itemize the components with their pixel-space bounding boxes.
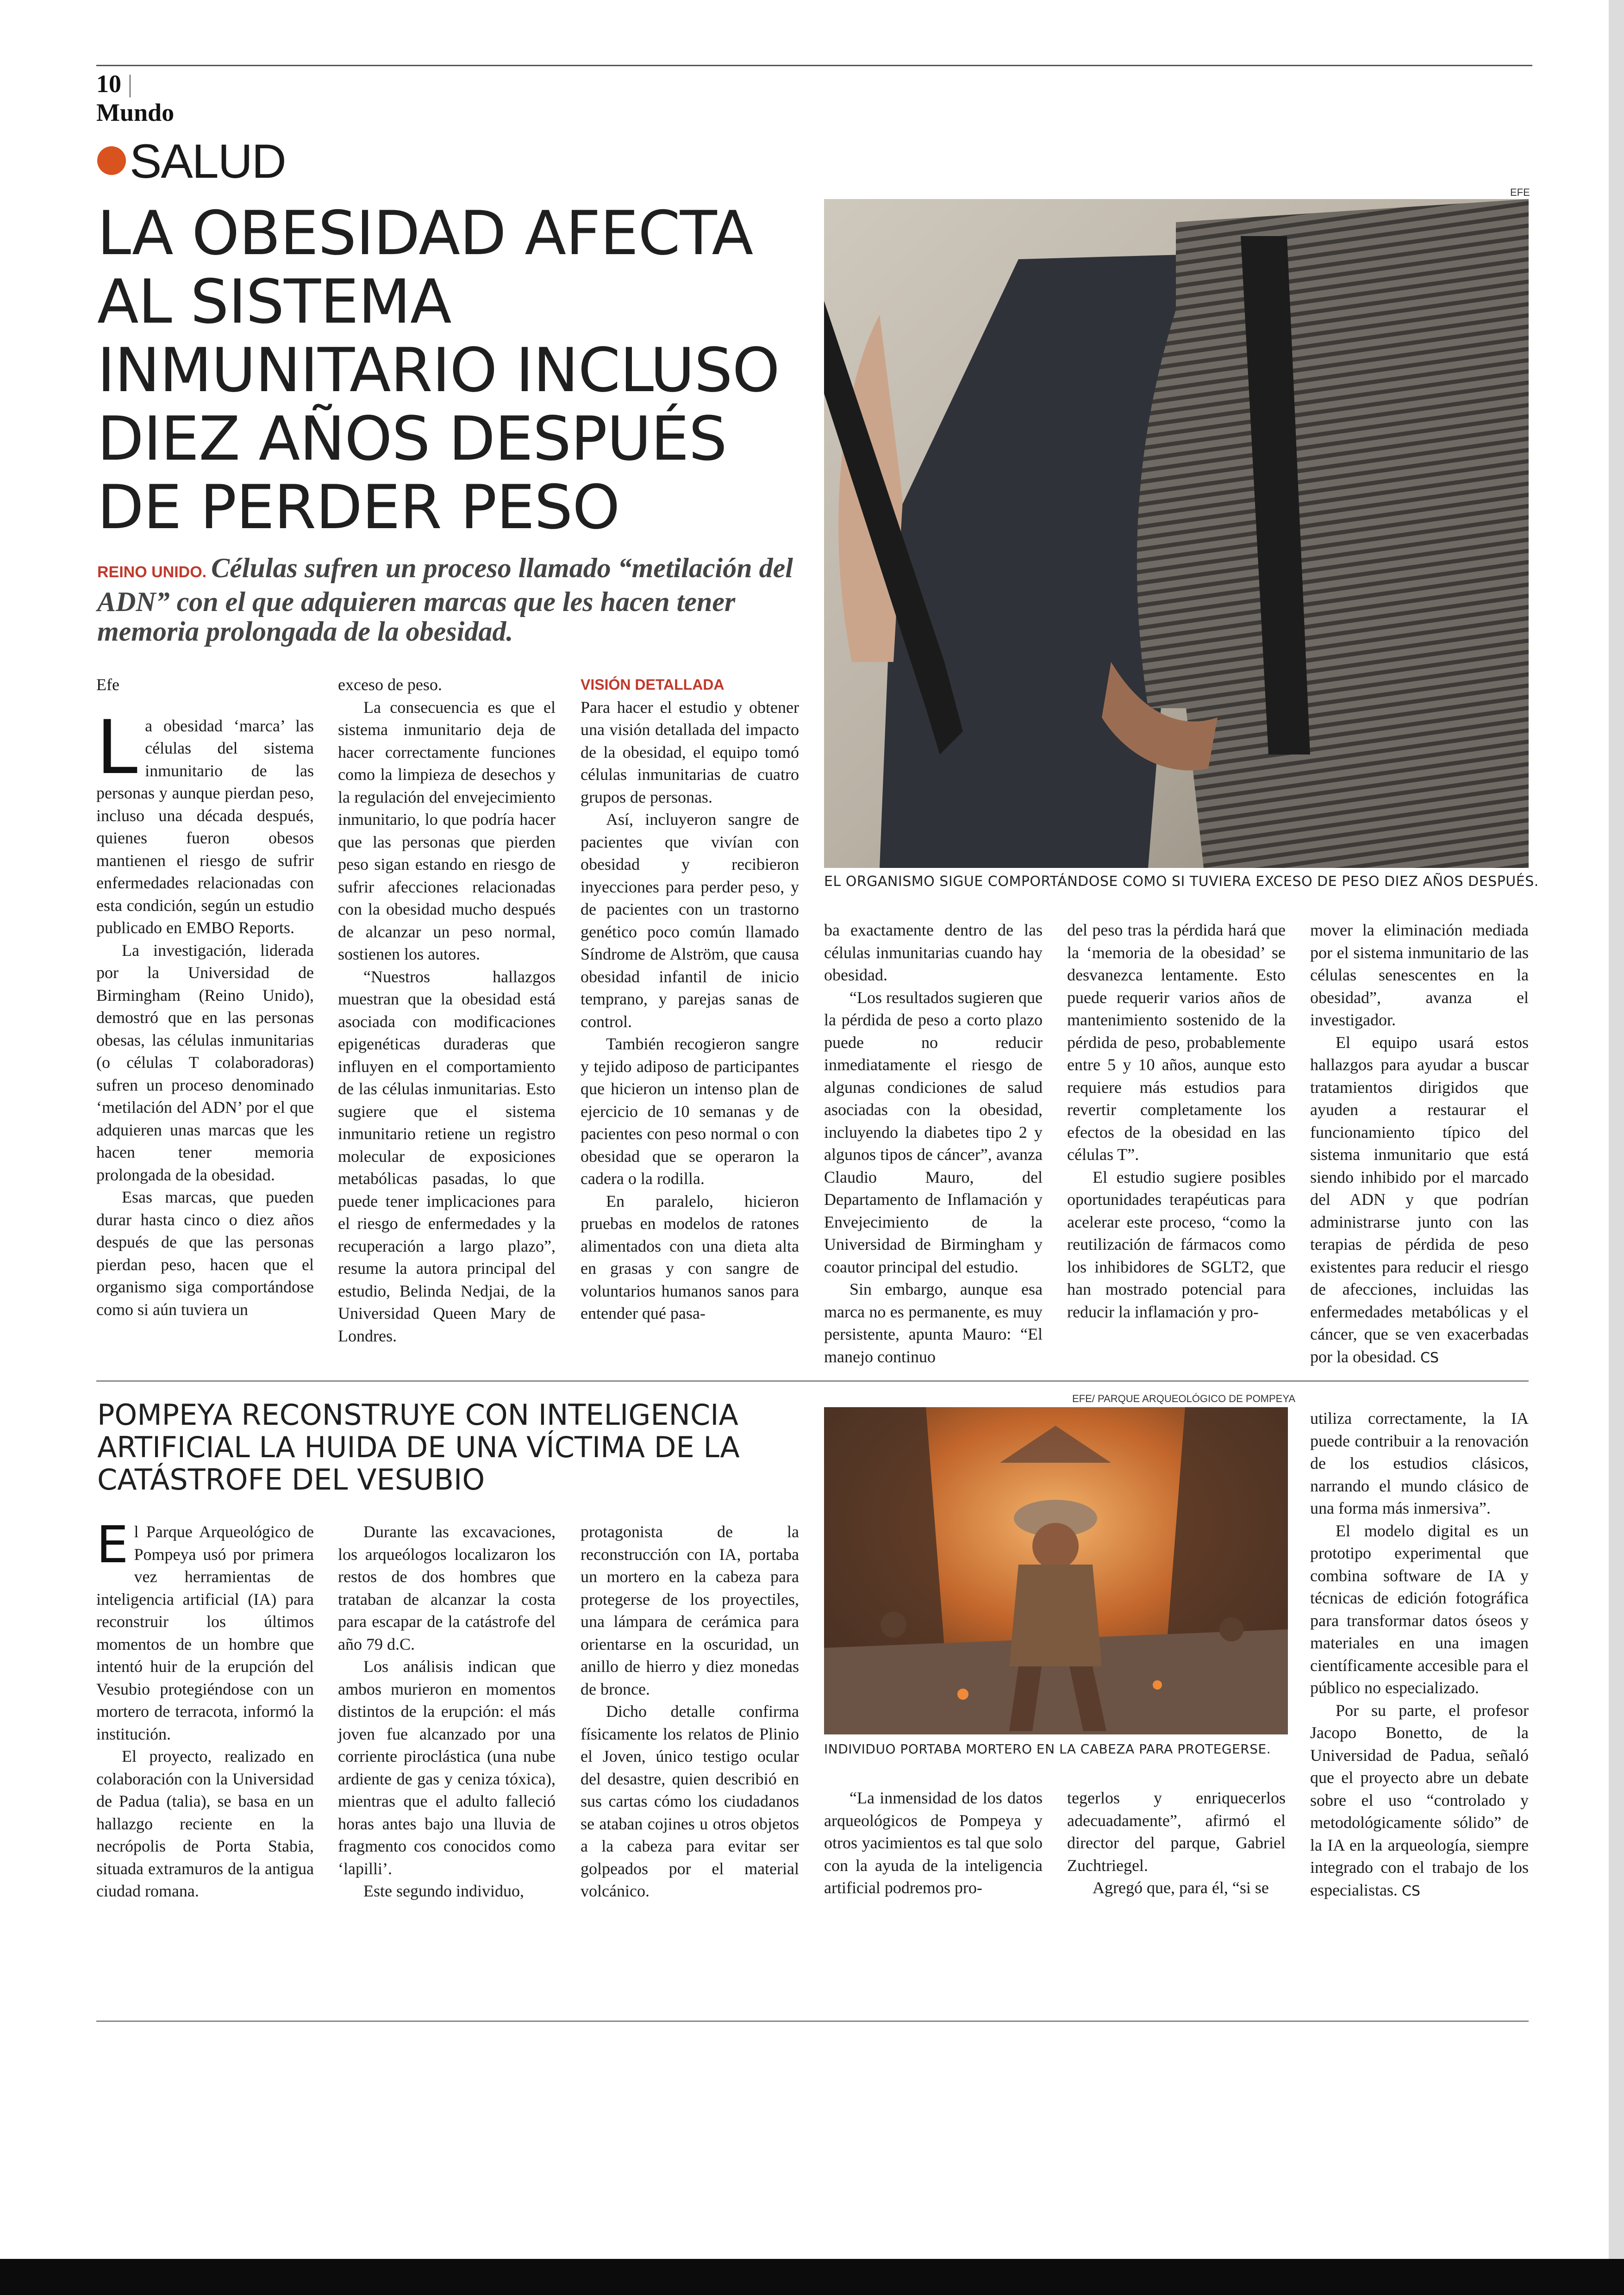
- paragraph: Este segundo individuo,: [363, 1882, 524, 1900]
- paragraph: a obesidad ‘marca’ las células del sistema inmunitario de las personas y aunque pierdan peso, incluso una década después, quienes fueron obesos mantienen el riesgo de sufrir enfermedades relacionadas con esta condición, según un estudio publicado en EMBO Reports.: [96, 716, 314, 937]
- paragraph: Así, incluyeron sangre de pacientes que vivían con obesidad y recibieron inyecciones para perder peso, y de pacientes con un trastorno genético poco común llamado Síndrome de Alström, que causa obesidad infantil de inicio temprano, y parejas sanas de control.: [581, 810, 799, 1031]
- subheading: VISIÓN DETALLADA: [581, 676, 725, 693]
- article-deck: [97, 553, 810, 646]
- paragraph: mover la eliminación mediada por el sistema inmunitario de las células senescentes en la obesidad”, avanza el investigador.: [1310, 921, 1529, 1029]
- end-mark-icon: CS: [1420, 1349, 1439, 1366]
- drop-cap: E: [96, 1515, 129, 1574]
- paragraph: El modelo digital es un prototipo experimental que combina software de IA y técnicas de edición fotográfica para transformar datos óseos y materiales en una imagen científicamente accesible para el público no especializado.: [1310, 1521, 1529, 1697]
- paragraph: Sin embargo, aunque esa marca no es permanente, es muy persistente, apunta Mauro: “El manejo continuo: [824, 1280, 1043, 1366]
- article-column-4: [824, 919, 1043, 1368]
- paragraph: [1310, 1699, 1529, 1903]
- section-label-text: SALUD: [130, 135, 286, 188]
- article2-column-3: [581, 1521, 799, 1902]
- paragraph: “Los resultados sugieren que la pérdida de peso a corto plazo puede no reducir inmediatamente el riesgo de algunas condiciones de salud asociadas con la obesidad, incluyendo la diabetes tipo 2 y algunos tipos de cáncer”, avanza Claudio Mauro, del Departamento de Inflamación y Envejecimiento de la Universidad de Birmingham y coautor principal del estudio.: [824, 988, 1043, 1276]
- paragraph: del peso tras la pérdida hará que la ‘memoria de la obesidad’ se desvanezca lentamente. Esto puede requerir varios años de mantenimiento sostenido de la pérdida de peso, probablemente entre 5 y 10 años, aunque esto requiere más estudios para revertir completamente los efectos de la obesidad en las células T”.: [1067, 921, 1286, 1164]
- paragraph: Para hacer el estudio y obtener una visión detallada del impacto de la obesidad, el equipo tomó células inmunitarias de cuatro grupos de personas.: [581, 698, 799, 806]
- paragraph: El estudio sugiere posibles oportunidades terapéuticas para acelerar este proceso, “como la reutilización de fármacos como los inhibidores de SGLT2, que han mostrado potencial para reducir la inflamación y pro-: [1067, 1167, 1286, 1321]
- article-headline: LA OBESIDAD AFECTA AL SISTEMA INMUNITARIO INCLUSO DIEZ AÑOS DESPUÉS DE PERDER PESO: [97, 198, 780, 543]
- article-column-5: [1067, 919, 1286, 1323]
- section-dot-icon: [97, 146, 126, 175]
- paragraph: Dicho detalle confirma físicamente los relatos de Plinio el Joven, único testigo ocular del desastre, quien describió en sus cartas cómo los ciudadanos se ataban cojines u otros objetos a la cabeza para evitar ser golpeados por el material volcánico.: [581, 1702, 799, 1900]
- drop-cap: L: [96, 704, 138, 791]
- deck-text: Células sufren un proceso llamado “metilación del ADN” con el que adquieren marcas que les hacen tener memoria prolongada de la obesidad.: [97, 553, 793, 647]
- photo-couple-walking: [824, 199, 1529, 868]
- article-column-3: [581, 674, 799, 1325]
- page-number: 10: [96, 70, 121, 98]
- paragraph: [1310, 1031, 1529, 1370]
- photo2-caption: INDIVIDUO PORTABA MORTERO EN LA CABEZA PARA PROTEGERSE.: [824, 1741, 1271, 1757]
- article2-column-6: [1310, 1407, 1529, 1902]
- photo2-credit: EFE/ PARQUE ARQUEOLÓGICO DE POMPEYA: [1072, 1393, 1296, 1404]
- bottom-divider: [96, 2021, 1529, 2022]
- header-left: 10 | Mundo: [96, 70, 175, 126]
- article-photo: [824, 199, 1529, 868]
- paragraph: Agregó que, para él, “si se: [1093, 1878, 1269, 1897]
- deck-location: REINO UNIDO.: [97, 563, 207, 581]
- paragraph: exceso de peso.: [338, 675, 442, 694]
- article2-column-1: [96, 1515, 314, 1902]
- photo-credit: EFE: [1510, 187, 1530, 198]
- paragraph: También recogieron sangre y tejido adiposo de participantes que hicieron un intenso plan de ejercicio de 10 semanas y de pacientes con peso normal o con obesidad que se operaron la cadera o la rodilla.: [581, 1035, 799, 1188]
- page-edge: [1609, 0, 1624, 2259]
- paragraph: utiliza correctamente, la IA puede contribuir a la renovación de los estudios clásicos, narrando el mundo clásico de una forma más inmersiva”.: [1310, 1409, 1529, 1517]
- paragraph: tegerlos y enriquecerlos adecuadamente”, afirmó el director del parque, Gabriel Zuchtriegel.: [1067, 1789, 1286, 1875]
- article2-photo: [824, 1407, 1288, 1734]
- section-label: [97, 134, 286, 189]
- article-divider: [96, 1380, 1529, 1382]
- article2-column-5: [1067, 1787, 1286, 1899]
- photo-caption: EL ORGANISMO SIGUE COMPORTÁNDOSE COMO SI TUVIERA EXCESO DE PESO DIEZ AÑOS DESPUÉS.: [824, 873, 1539, 890]
- paragraph: Los análisis indican que ambos murieron en momentos distintos de la erupción: el más joven fue alcanzado por una corriente piroclástica (una nube ardiente de gas y ceniza tóxica), mientras que el adulto falleció horas antes bajo una lluvia de fragmento cos conocidos como ‘lapilli’.: [338, 1657, 556, 1878]
- paragraph: “La inmensidad de los datos arqueológicos de Pompeya y otros yacimientos es tal que solo con la ayuda de la inteligencia artificial podremos pro-: [824, 1789, 1043, 1897]
- paragraph: En paralelo, hicieron pruebas en modelos de ratones alimentados con una dieta alta en grasas y con sangre de voluntarios humanos sanos para entender qué pasa-: [581, 1191, 799, 1322]
- paragraph: protagonista de la reconstrucción con IA, portaba un mortero en la cabeza para protegerse de los proyectiles, una lámpara de cerámica para orientarse en la oscuridad, un anillo de hierro y diez monedas de bronce.: [581, 1522, 799, 1698]
- paragraph: Durante las excavaciones, los arqueólogos localizaron los restos de dos hombres que trataban de alcanzar la costa para escapar de la catástrofe del año 79 d.C.: [338, 1522, 556, 1653]
- paragraph-text: El equipo usará estos hallazgos para ayudar a buscar tratamientos dirigidos que ayuden a restaurar el funcionamiento típico del sistema inmunitario que está siendo inhibido por el marcado del ADN y que podrían administrarse junto con las terapias de pérdida de peso existentes para reducir el riesgo de afecciones, incluidas las enfermedades metabólicas y el cáncer, que se ven exacerbadas por la obesidad.: [1310, 1033, 1529, 1366]
- article-column-2: [338, 674, 556, 1347]
- section-name: Mundo: [96, 99, 175, 126]
- bottom-bar: [0, 2259, 1624, 2295]
- article-column-1: [96, 674, 314, 1321]
- article2-column-2: [338, 1521, 556, 1902]
- paragraph: ba exactamente dentro de las células inmunitarias cuando hay obesidad.: [824, 921, 1043, 984]
- paragraph: La investigación, liderada por la Universidad de Birmingham (Reino Unido), demostró que en las personas obesas, las células inmunitarias (o células T colaboradoras) sufren un proceso denominado ‘metilación del ADN’ por el que adquieren unas marcas que les hacen tener memoria prolongada de la obesidad.: [96, 941, 314, 1184]
- paragraph-text: Por su parte, el profesor Jacopo Bonetto, de la Universidad de Padua, señaló que el proyecto abre un debate sobre el uso “controlado y metodológicamente sólido” de la IA en la arqueología, siempre integrado con el trabajo de los especialistas.: [1310, 1701, 1529, 1899]
- header-rule: [96, 65, 1532, 66]
- article2-column-4: [824, 1787, 1043, 1899]
- paragraph: El proyecto, realizado en colaboración con la Universidad de Padua (talia), se basa en un hallazgo reciente en la necrópolis de Porta Stabia, situada extramuros de la antigua ciudad romana.: [96, 1747, 314, 1900]
- article-column-6: [1310, 919, 1529, 1369]
- paragraph: Esas marcas, que pueden durar hasta cinco o diez años después de que las personas pierdan peso, hacen que el organismo siga comportándose como si aún tuviera un: [96, 1188, 314, 1319]
- end-mark-icon: CS: [1401, 1883, 1420, 1899]
- article2-headline: POMPEYA RECONSTRUYE CON INTELIGENCIA ARTIFICIAL LA HUIDA DE UNA VÍCTIMA DE LA CATÁSTROFE DEL VESUBIO: [97, 1398, 740, 1497]
- article-byline: Efe: [96, 675, 119, 694]
- photo-pompeii-reconstruction: [824, 1407, 1288, 1734]
- paragraph: “Nuestros hallazgos muestran que la obesidad está asociada con modificaciones epigenéticas duraderas que influyen en el comportamiento de las células inmunitarias. Esto sugiere que el sistema inmunitario retiene un registro molecular de exposiciones metabólicas pasadas, lo que puede tener implicaciones para el riesgo de enfermedades y la recuperación a largo plazo”, resume la autora principal del estudio, Belinda Nedjai, de la Universidad Queen Mary de Londres.: [338, 967, 556, 1345]
- paragraph: La consecuencia es que el sistema inmunitario deja de hacer correctamente funciones como la limpieza de desechos y la regulación del envejecimiento inmunitario, lo que podría hacer que las personas que pierden peso sigan estando en riesgo de sufrir afecciones relacionadas con la obesidad mucho después de alcanzar un peso normal, sostienen los autores.: [338, 698, 556, 963]
- paragraph: l Parque Arqueológico de Pompeya usó por primera vez herramientas de inteligencia artificial (IA) para reconstruir los últimos momentos de un hombre que intentó huir de la erupción del Vesubio protegiéndose con un mortero de terracota, informó la institución.: [96, 1522, 314, 1743]
